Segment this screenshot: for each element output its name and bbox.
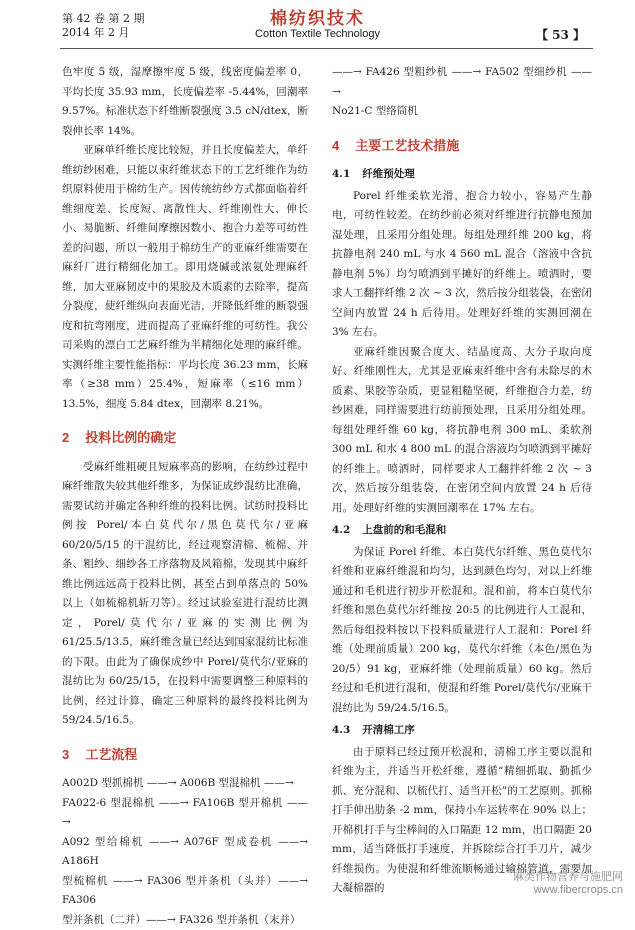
paragraph-blend-ratio: 受麻纤维粗硬且短麻率高的影响，在纺纱过程中麻纤维散失较其他纤维多，为保证成纱混纺比准确，需要试纺并确定各种纤维的投料比例。试纺时投料比例按 Porel/本白莫代尔/黑色莫代尔/亚麻 60/20/5/15 的干混纺比，经过观察清棉、梳棉、并条、粗纱、细纱各工序落物及风箱棉，发现其中麻纤维比例远远高于投料比例，甚至占到单落点的 50% 以上（如梳棉机斩刀等）。经过试验室进行混纺比测定，Porel/莫代尔/亚麻的实测比例为 61/25.5/13.5，麻纤维含量已经达到国家混纺比标准的下限。由此为了确保成纱中 Porel/莫代尔/亚麻的混纺比为 60/25/15，在投料中需要调整三种原料的比例，经过计算，确定三种原料的最终投料比例为 59/24.5/16.5。 [62,458,308,731]
watermark-site-name: 麻类作物营养与施肥网 [513,871,623,884]
subsection-4-1-title: 纤维预处理 [362,168,415,180]
section-3-number: 3 [62,747,69,762]
section-2-title: 投料比例的确定 [85,430,176,445]
paragraph-porel-pretreatment: Porel 纤维柔软光滑，抱合力较小，容易产生静电，可纺性较差。在纺纱前必须对纤维进行抗静电预加湿处理，且采用分组处理。每组处理纤维 200 kg，将抗静电剂 240 mL 与水 4 560 mL 混合（溶液中含抗静电剂 5%）均匀喷洒到平摊好的纤维上。喷洒时，要求人工翻拌纤维 2 次 ~ 3 次，然后按分组装袋，在密闭空间内放置 24 h 后待用。处理好纤维的实测回潮在 3% 左右。 [332,187,592,343]
subsection-4-3-number: 4.3 [332,724,350,736]
left-column [62,63,308,930]
watermark [513,871,623,897]
process-flow-line: ——→ FA426 型粗纱机 ——→ FA502 型细纱机 ——→ [332,63,592,102]
process-flow-line: A092 型给棉机 ——→ A076F 型成卷机 ——→ A186H [62,833,308,872]
subsection-4-2-heading [332,521,592,541]
subsection-4-2-number: 4.2 [332,524,350,536]
process-flow-line: 型梳棉机 ——→ FA306 型并条机（头并）——→ FA306 [62,872,308,911]
paragraph-flax-fiber: 亚麻单纤维长度比较短，并且长度偏差大，单纤维纺纱困难，只能以束纤维状态下的工艺纤维作为纺织原料使用于棉纺生产。因传统纺纱方式都面临着纤维细度差、长度短、离散性大、纤维刚性大、伸长小、易脆断、纤维间摩擦因数小、抱合力差等可纺性差的问题，所以一般用于棉纺生产的亚麻纤维需要在麻纤厂进行精细化加工。即用烧碱或浓氨处理麻纤维，加大亚麻韧皮中的果胶及木质素的去除率，提高分裂度，使纤维纵向表面光洁，并降低纤维的断裂强度和抗弯刚度，进而提高了亚麻纤维的可纺性。我公司采购的漂白工艺麻纤维为半精细化处理的麻纤维。实测纤维主要性能指标：平均长度 36.23 mm，长麻率（≥38 mm）25.4%，短麻率（≤16 mm）13.5%，细度 5.84 dtex，回潮率 8.21%。 [62,141,308,414]
paragraph-opening-cleaning: 由于原料已经过预开松混和，清棉工序主要以混和纤维为主，并适当开松纤维，遵循“精细抓取、勤抓少抓、充分混和、以梳代打、适当开松”的工艺原则。抓棉打手伸出肋条 -2 mm，保持小车运转率在 90% 以上；开棉机打手与尘棒间的入口隔距 12 mm，出口隔距 20 mm，适当降低打手速度，并拆除综合打手刀片，减少纤维损伤。为使混和纤维流顺畅通过输棉管道，需要加大凝棉器的 [332,743,592,899]
issue-date: 2014 年 2 月 [62,26,144,40]
subsection-4-1-heading [332,165,592,185]
page-number: 【 53 】 [536,26,585,43]
section-2-heading [62,428,308,448]
subsection-4-3-heading [332,721,592,741]
section-4-number: 4 [332,138,339,153]
section-4-heading [332,136,592,156]
paragraph-fiber-properties-end: 色牢度 5 级，湿摩擦牢度 5 级，线密度偏差率 0，平均长度 35.93 mm，长度偏差率 -5.44%，回潮率 9.57%。标准状态下纤维断裂强度 3.5 cN/dtex，断裂伸长率 14%。 [62,63,308,141]
paragraph-blending: 为保证 Porel 纤维、本白莫代尔纤维、黑色莫代尔纤维和亚麻纤维混和均匀，达到颜色均匀，对以上纤维通过和毛机进行初步开松混和。混和前，将本白莫代尔纤维和黑色莫代尔纤维按 20:5 的比例进行人工混和，然后每组投料按以下投料质量进行人工混和：Porel 纤维（处理前质量）200 kg，莫代尔纤维（本色/黑色为 20/5）91 kg，亚麻纤维（处理前质量）60 kg。然后经过和毛机进行混和，使混和纤维 Porel/莫代尔/亚麻干混纺比为 59/24.5/16.5。 [332,543,592,719]
process-flow-right [332,63,592,122]
journal-title-cn: 棉纺织技术 [0,4,635,29]
paragraph-flax-pretreatment: 亚麻纤维因聚合度大、结晶度高、大分子取向度好、纤维刚性大，尤其是亚麻束纤维中含有未除尽的木质素、果胶等杂质，更显粗糙坚硬，纤维抱合力差，纺纱困难，同样需要进行纺前预处理，且采用分组处理。每组处理纤维 60 kg，将抗静电剂 300 mL、柔软剂 300 mL 和水 4 800 mL 的混合溶液均匀喷洒到平摊好的纤维上。喷洒时，同样要求人工翻拌纤维 2 次 ~ 3 次，然后按分组装袋，在密闭空间内放置 24 h 后待用。处理好纤维的实测回潮率在 17% 左右。 [332,343,592,519]
section-3-heading [62,745,308,765]
section-3-title: 工艺流程 [85,747,137,762]
subsection-4-2-title: 上盘前的和毛混和 [362,524,446,536]
right-column [332,63,592,899]
header-divider [60,48,593,49]
process-flow-line: No21-C 型络筒机 [332,102,592,122]
section-2-number: 2 [62,430,69,445]
process-flow-line: FA022-6 型混棉机 ——→ FA106B 型开棉机 ——→ [62,794,308,833]
journal-title-en: Cotton Textile Technology [0,28,635,40]
volume-issue: 第 42 卷 第 2 期 [62,12,144,26]
watermark-url: www.fibercrops.cn [513,884,623,897]
subsection-4-1-number: 4.1 [332,168,350,180]
process-flow-line: A002D 型抓棉机 ——→ A006B 型混棉机 ——→ [62,774,308,794]
process-flow-left [62,774,308,930]
process-flow-line: 型并条机（二并）——→ FA326 型并条机（末并） [62,911,308,930]
subsection-4-3-title: 开清棉工序 [362,724,415,736]
section-4-title: 主要工艺技术措施 [355,138,459,153]
page-header [0,0,635,64]
